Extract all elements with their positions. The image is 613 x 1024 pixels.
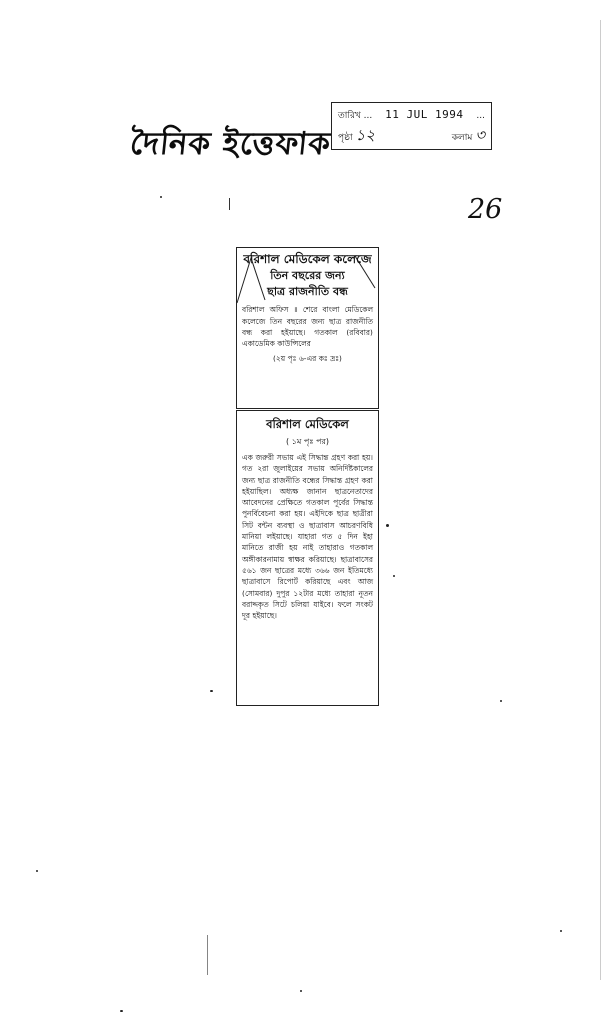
scan-mark <box>229 198 230 210</box>
continuation-note: (২য় পৃঃ ৬-এর কঃ দ্রঃ) <box>272 353 343 363</box>
continuation-headline: বরিশাল মেডিকেল <box>266 417 349 431</box>
archive-page-number: 26 <box>468 194 503 225</box>
scan-edge-line <box>600 20 601 980</box>
headline-line-1: বরিশাল মেডিকেল কলেজে <box>243 252 372 266</box>
scan-mark <box>207 935 208 975</box>
newspaper-masthead: দৈনিক ইত্তেফাক <box>128 126 333 162</box>
scan-speck <box>210 690 213 692</box>
scan-speck <box>393 575 395 577</box>
stamp-date-label: তারিখ ... <box>338 111 373 121</box>
article-headline <box>237 248 378 301</box>
scan-speck <box>386 524 389 527</box>
headline-line-2: তিন বছরের জন্য <box>270 268 345 282</box>
scan-speck <box>300 990 302 992</box>
news-clipping-part-2 <box>236 410 379 706</box>
stamp-date-value: 11 JUL 1994 <box>385 108 464 121</box>
news-clipping-part-1 <box>236 247 379 409</box>
continuation-from-note: ( ১ম পৃঃ পর) <box>285 437 330 446</box>
stamp-page-value: ১২ <box>355 125 375 144</box>
stamp-column-value: ৩ <box>475 125 485 144</box>
scan-speck <box>560 930 562 932</box>
scan-speck <box>160 196 162 198</box>
headline-line-3: ছাত্র রাজনীতি বন্ধ <box>267 284 348 298</box>
stamp-column-label: কলাম <box>451 132 473 143</box>
clipping-date-stamp: তারিখ ... 11 JUL 1994 ... পৃষ্ঠা ১২ কলাম ৩ <box>331 102 492 150</box>
scan-speck <box>500 700 502 702</box>
article-lead-text: বরিশাল অফিস ॥ শেরে বাংলা মেডিকেল কলেজে তিন বছরের জন্য ছাত্র রাজনীতি বন্ধ করা হইয়াছে। গতকাল (রবিবার) একাডেমিক কাউন্সিলের <box>242 305 373 349</box>
continuation-body-text: এক জরুরী সভায় এই সিদ্ধান্ত গ্রহণ করা হয়। গত ২রা জুলাইয়ের সভায় অনির্দিষ্টকালের জন্য ছাত্র রাজনীতি বন্ধের সিদ্ধান্ত গ্রহণ করা হইয়াছিল। অধ্যক্ষ জানান ছাত্রনেতাদের আবেদনের প্রেক্ষিতে গতকাল পূর্বের সিদ্ধান্ত পুনর্বিবেচনা করা হয়। এইদিকে ছাত্র ছাত্রীরা সিট বন্টন ব্যবস্থা ও ছাত্রাবাস আচরণবিধি মানিয়া লইয়াছে। যাহারা গত ৫ দিন ইহা মানিতে রাজী হয় নাই তাহারাও গতকাল অঙ্গীকারনামায় স্বাক্ষর করিয়াছে। ছাত্রাবাসের ৫৬১ জন ছাত্রের মধ্যে ৩৬৬ জন ইতিমধ্যে ছাত্রাবাসে রিপোর্ট করিয়াছে এবং আজ (সোমবার) দুপুর ১২টার মধ্যে তাহারা নূতন বরাদ্দকৃত সিটে চলিয়া যাইবে। ফলে সংকট দূর হইয়াছে। <box>242 453 373 621</box>
scan-speck <box>120 1010 123 1012</box>
scan-speck <box>36 870 38 872</box>
stamp-page-label: পৃষ্ঠা <box>338 132 353 143</box>
